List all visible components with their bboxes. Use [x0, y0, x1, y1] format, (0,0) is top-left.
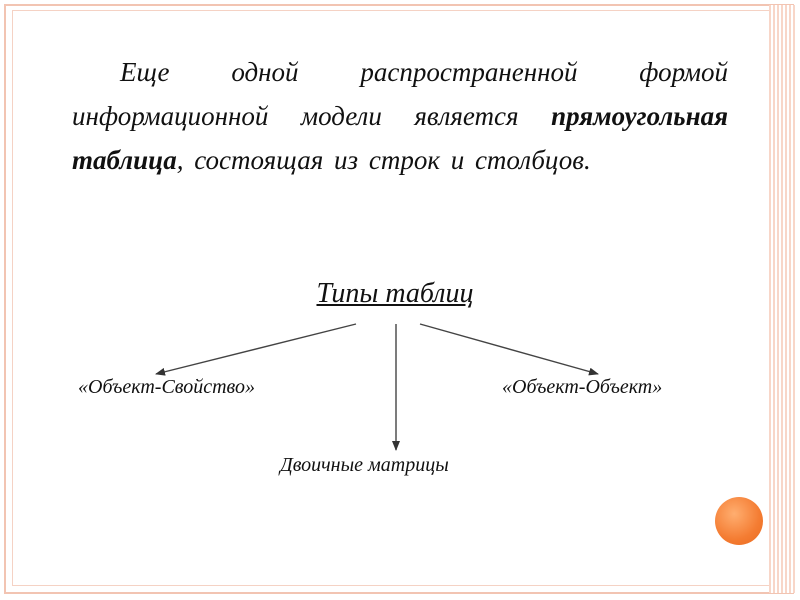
arrow-to-object-object: [420, 324, 598, 374]
arrow-to-object-property: [156, 324, 356, 374]
paragraph-text-start: Еще одной распространенной формой информационной модели является: [72, 57, 728, 131]
table-types-heading: Типы таблиц: [316, 278, 474, 309]
type-binary-matrices: Двоичные матрицы: [280, 454, 449, 476]
paragraph-text-end: , состоящая из строк и столбцов.: [176, 145, 591, 175]
type-object-object: «Объект-Объект»: [502, 376, 663, 398]
type-object-property: «Объект-Свойство»: [78, 376, 255, 398]
decorative-orange-circle: [715, 497, 763, 545]
paragraph-bold-term: прямоугольная таблица: [72, 101, 728, 175]
